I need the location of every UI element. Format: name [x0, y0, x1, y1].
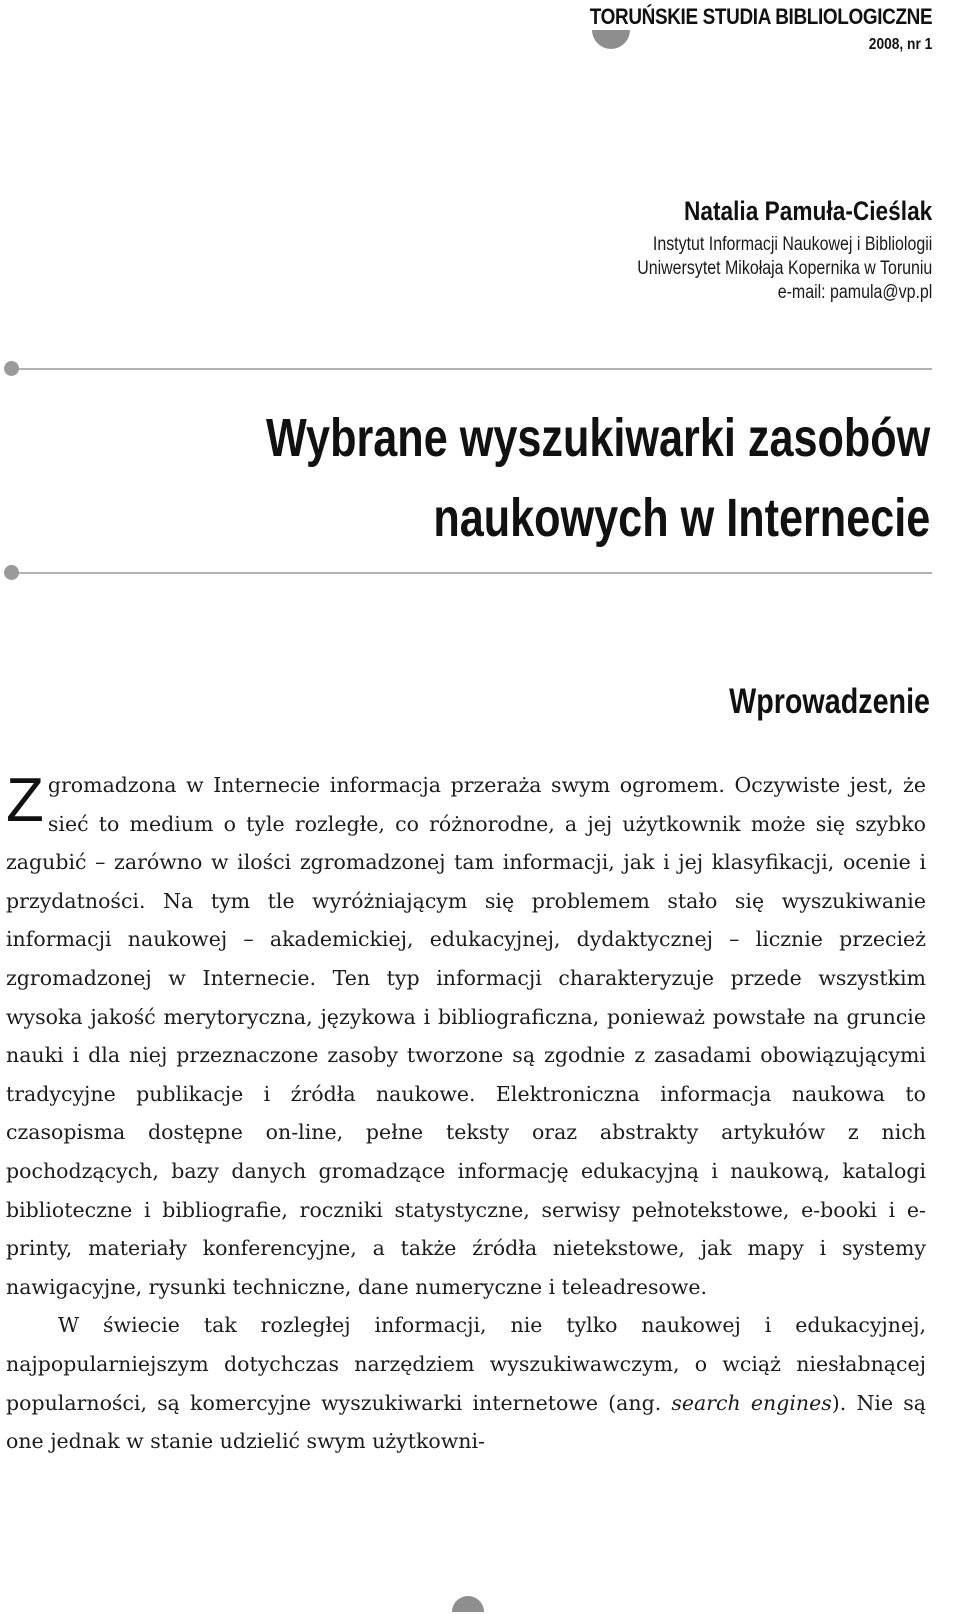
author-block [581, 196, 932, 305]
bottom-divider [12, 572, 932, 574]
article-title-line-1: Wybrane wyszukiwarki zasobów [265, 408, 930, 468]
paragraph-2-text-b: ). Nie są one jednak w stanie udzielić swym użytkowni- [6, 1390, 926, 1454]
article-title [100, 398, 930, 558]
paragraph-2 [6, 1306, 926, 1460]
paragraph-1 [6, 766, 926, 1306]
author-institute: Instytut Informacji Naukowej i Bibliologii [652, 234, 932, 255]
author-email: e-mail: pamula@vp.pl [777, 282, 932, 303]
article-title-line-2: naukowych w Internecie [433, 488, 930, 548]
top-divider-dot [4, 361, 19, 376]
top-divider [12, 368, 932, 370]
bottom-divider-dot [4, 565, 19, 580]
paragraph-1-text: gromadzona w Internecie informacja przeraża swym ogromem. Oczywiste jest, że sieć to medium o tyle rozległe, co różnorodne, a jej użytkownik może się szybko zagubić – zarówno w ilości zgromadzonej tam informacji, jak i jej klasyfikacji, ocenie i przydatności. Na tym tle wyróżniającym się problemem stało się wyszukiwanie informacji naukowej – akademickiej, edukacyjnej, dydaktycznej – licznie przecież zgromadzonej w Internecie. Ten typ informacji charakteryzuje przede wszystkim wysoka jakość merytoryczna, językowa i bibliograficzna, ponieważ powstałe na gruncie nauki i dla niej przeznaczone zasoby tworzone są zgodnie z zasadami obowiązującymi tradycyjne publikacje i źródła naukowe. Elektroniczna informacja naukowa to czasopisma dostępne on-line, pełne teksty oraz abstrakty artykułów z nich pochodzących, bazy danych gromadzące informację edukacyjną i naukową, katalogi biblioteczne i bibliografie, roczniki statystyczne, serwisy pełnotekstowe, e-booki i e-printy, materiały konferencyjne, a także źródła nietekstowe, jak mapy i systemy nawigacyjne, rysunki techniczne, dane numeryczne i teleadresowe. [6, 773, 926, 1299]
journal-header [534, 4, 932, 54]
page-footer-ornament [452, 1596, 484, 1612]
journal-issue: 2008, nr 1 [868, 36, 932, 53]
author-name: Natalia Pamuła-Cieślak [683, 196, 932, 226]
author-university: Uniwersytet Mikołaja Kopernika w Toruniu [636, 258, 932, 279]
journal-title: TORUŃSKIE STUDIA BIBLIOLOGICZNE [589, 4, 932, 29]
drop-cap: Z [6, 766, 44, 835]
section-heading: Wprowadzenie [729, 682, 930, 721]
body-text [6, 766, 926, 1461]
paragraph-2-text-a: W świecie tak rozległej informacji, nie tylko naukowej i edukacyjnej, najpopularniejszym dotychczas narzędziem wyszukiwawczym, o wciąż niesłabnącej popularności, są komercyjne wyszukiwarki internetowe (ang. [6, 1313, 926, 1415]
paragraph-2-term: search engines [671, 1390, 832, 1415]
